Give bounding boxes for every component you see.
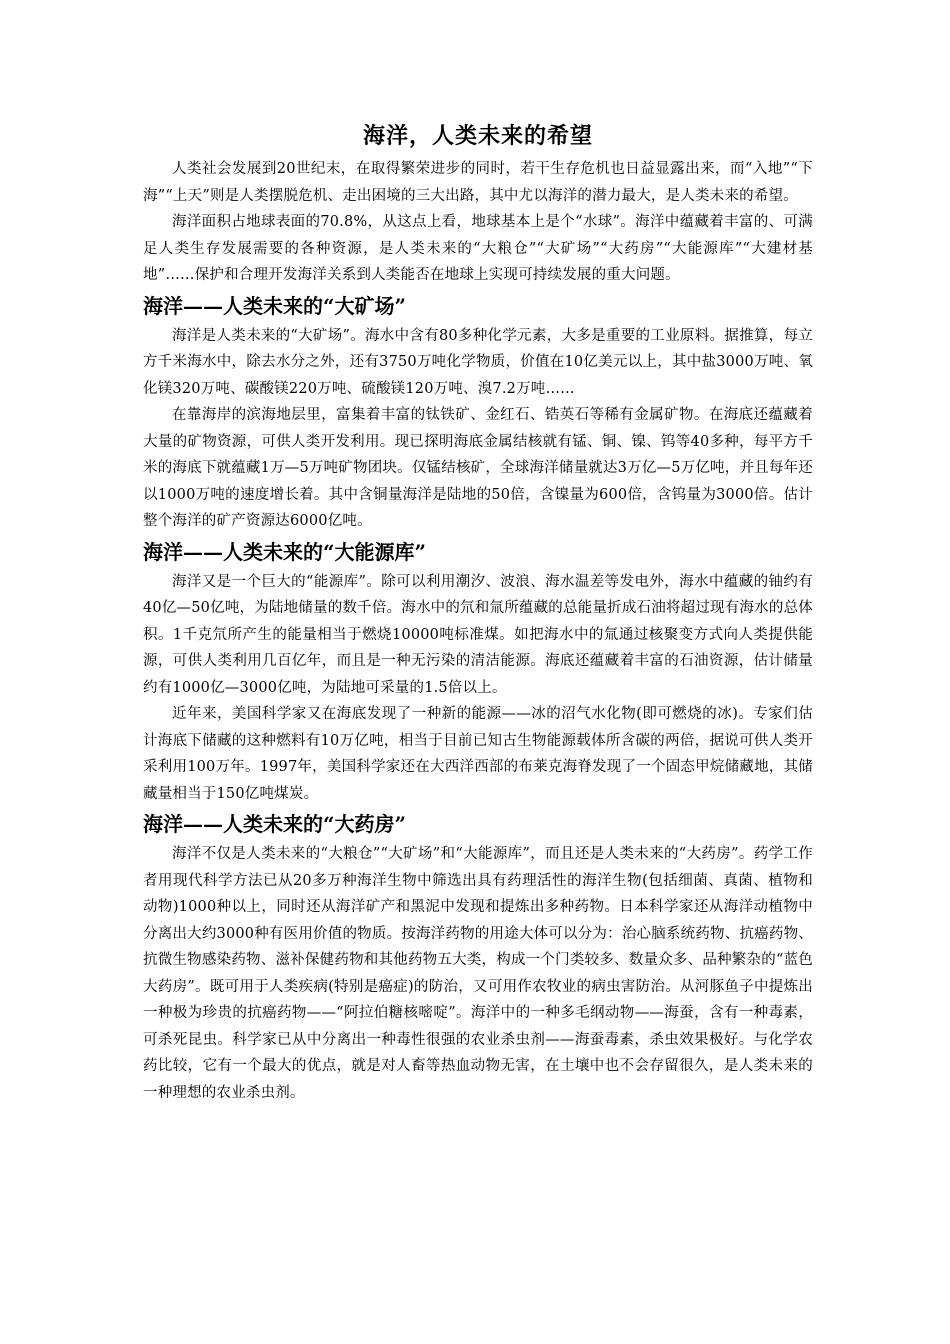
document-page <box>143 118 813 1106</box>
intro-paragraph-1: 人类社会发展到20世纪末，在取得繁荣进步的同时，若干生存危机也日益显露出来，而“入地”“下海”“上天”则是人类摆脱危机、走出困境的三大出路，其中尤以海洋的潜力最大，是人类未来的希望。 <box>143 161 813 204</box>
section-pharmacy-paragraph-1: 海洋不仅是人类未来的“大粮仓”“大矿场”和“大能源库”，而且还是人类未来的“大药房”。药学工作者用现代科学方法已从20多万种海洋生物中筛选出具有药理活性的海洋生物(包括细菌、真菌、植物和动物)1000种以上，同时还从海洋矿产和黑泥中发现和提炼出多种药物。日本科学家还从海洋动植物中分离出大约3000种有医用价值的物质。按海洋药物的用途大体可以分为：治心脑系统药物、抗癌药物、抗微生物感染药物、滋补保健药物和其他药物五大类，构成一个门类较多、数量众多、品种繁杂的“蓝色大药房”。既可用于人类疾病(特别是癌症)的防治，又可用作农牧业的病虫害防治。从河豚鱼子中提炼出一种极为珍贵的抗癌药物——“阿拉伯糖核嘧啶”。海洋中的一种多毛纲动物——海蚕，含有一种毒素，可杀死昆虫。科学家已从中分离出一种毒性很强的农业杀虫剂——海蚕毒素，杀虫效果极好。与化学农药比较，它有一个最大的优点，就是对人畜等热血动物无害，在土壤中也不会存留很久，是人类未来的一种理想的农业杀虫剂。 <box>143 846 813 1101</box>
document-title: 海洋，人类未来的希望 <box>362 123 593 149</box>
section-heading-energy: 海洋——人类未来的“大能源库” <box>143 539 427 564</box>
section-mine-paragraph-2: 在靠海岸的滨海地层里，富集着丰富的钛铁矿、金红石、锆英石等稀有金属矿物。在海底还蕴藏着大量的矿物资源，可供人类开发利用。现已探明海底金属结核就有锰、铜、镍、钨等40多种，每平方千米的海底下就蕴藏1万—5万吨矿物团块。仅锰结核矿，全球海洋储量就达3万亿—5万亿吨，并且每年还以1000万吨的速度增长着。其中含铜量海洋是陆地的50倍，含镍量为600倍，含钨量为3000倍。估计整个海洋的矿产资源达6000亿吨。 <box>143 407 813 529</box>
section-energy-paragraph-1: 海洋又是一个巨大的“能源库”。除可以利用潮汐、波浪、海水温差等发电外，海水中蕴藏的铀约有40亿—50亿吨，为陆地储量的数千倍。海水中的氘和氚所蕴藏的总能量折成石油将超过现有海水的总体积。1千克氘所产生的能量相当于燃烧10000吨标准煤。如把海水中的氚通过核聚变方式向人类提供能源，可供人类利用几百亿年，而且是一种无污染的清洁能源。海底还蕴藏着丰富的石油资源，估计储量约有1000亿—3000亿吨，为陆地可采量的1.5倍以上。 <box>143 573 813 696</box>
intro-paragraph-2: 海洋面积占地球表面的70.8%，从这点上看，地球基本上是个“水球”。海洋中蕴藏着丰富的、可满足人类生存发展需要的各种资源，是人类未来的“大粮仓”“大矿场”“大药房”“大能源库”“大建材基地”……保护和合理开发海洋关系到人类能否在地球上实现可持续发展的重大问题。 <box>143 214 813 283</box>
section-heading-mine: 海洋——人类未来的“大矿场” <box>143 293 407 318</box>
section-mine-paragraph-1: 海洋是人类未来的“大矿场”。海水中含有80多种化学元素，大多是重要的工业原料。据推算，每立方千米海水中，除去水分之外，还有3750万吨化学物质，价值在10亿美元以上，其中盐3000万吨、氧化镁320万吨、碳酸镁220万吨、硫酸镁120万吨、溴7.2万吨…… <box>143 327 813 397</box>
section-heading-pharmacy: 海洋——人类未来的“大药房” <box>143 812 407 836</box>
section-energy-paragraph-2: 近年来，美国科学家又在海底发现了一种新的能源——冰的沼气水化物(即可燃烧的冰)。专家们估计海底下储藏的这种燃料有10万亿吨，相当于目前已知古生物能源载体所含碳的两倍，据说可供人类开采利用100万年。1997年，美国科学家还在大西洋西部的布莱克海脊发现了一个固态甲烷储藏地，其储藏量相当于150亿吨煤炭。 <box>143 706 813 802</box>
